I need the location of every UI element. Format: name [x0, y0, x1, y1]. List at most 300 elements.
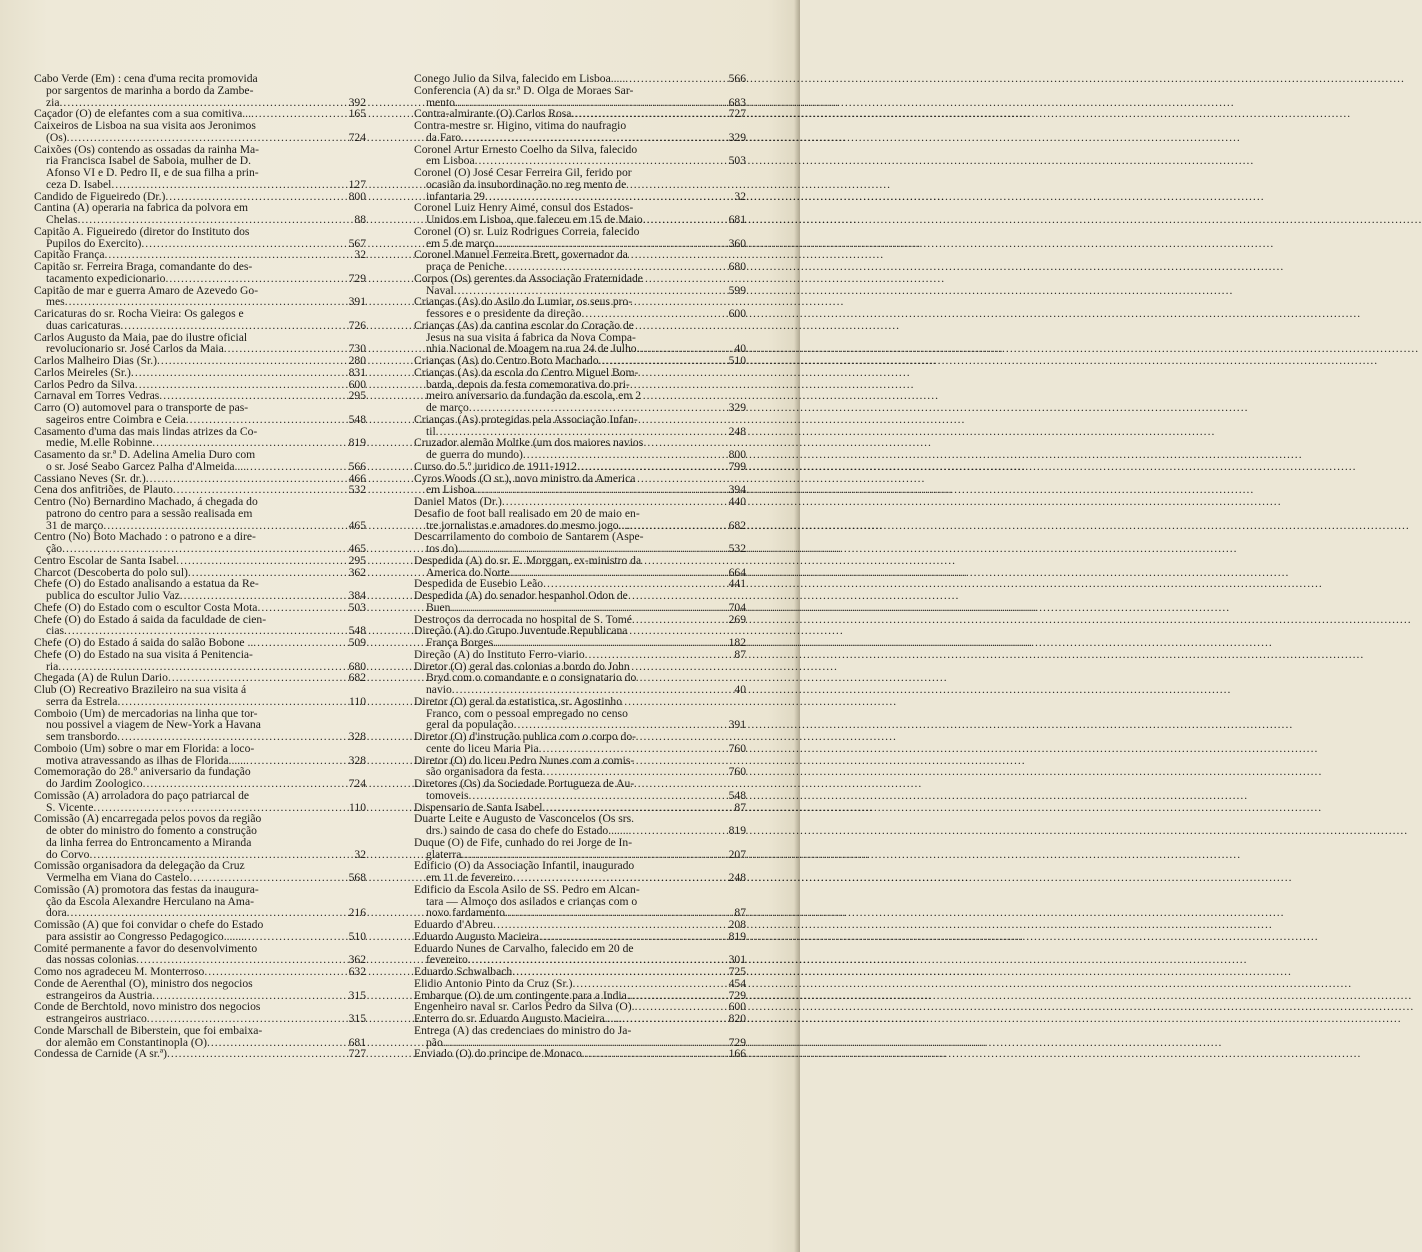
entry-text: ção: [46, 542, 63, 555]
entry-text: Direção (A) do Grupo Juventude Republicana: [414, 624, 628, 638]
page-number: 32: [354, 248, 366, 262]
entry-text: Contra-almirante (O) Carlos Rosa: [414, 107, 572, 121]
dot-leader: [189, 872, 341, 884]
page-number: 295: [348, 389, 366, 403]
entry-text: drs.) saindo de casa do chefe do Estado.......: [426, 824, 629, 837]
entry-line: [34, 508, 366, 520]
page-number: 568: [348, 871, 366, 884]
entry-text: Enviado (O) do principe de Monaco: [414, 1047, 582, 1061]
page-number: 503: [348, 600, 366, 614]
entry-line: [34, 931, 366, 943]
entry-text: tacamento expedicionario: [46, 271, 166, 285]
index-entry: [34, 684, 366, 708]
dot-leader: [622, 1013, 721, 1025]
page-number: 216: [348, 906, 366, 920]
entry-line: [34, 496, 366, 508]
index-entry: [414, 120, 746, 144]
entry-text: sageiros entre Coimbra e Ceia: [46, 412, 186, 426]
entry-line: [414, 966, 746, 978]
entry-text: Comissão (A) que foi convidar o chefe do Estado: [34, 918, 264, 931]
page-number: 532: [728, 542, 746, 555]
index-entry: [34, 602, 366, 614]
entry-line: [414, 355, 746, 367]
entry-text: Capitão França: [34, 248, 105, 262]
entry-text: publica do escultor Julio Vaz: [46, 589, 180, 602]
entry-line: [414, 367, 746, 379]
entry-text: Direção (A) do Instituto Ferro-viario: [414, 647, 585, 661]
index-entry: [414, 943, 746, 967]
entry-line: [414, 590, 746, 602]
page-number: 295: [348, 553, 366, 567]
entry-text: Conferencia (A) da sr.ª D. Olga de Moraes Sar-: [414, 83, 634, 97]
page-number: 110: [349, 800, 366, 814]
entry-line: [414, 684, 746, 696]
dot-leader: [523, 449, 721, 461]
dot-leader: [165, 273, 341, 285]
dot-leader: [452, 684, 721, 696]
entry-line: [414, 214, 746, 226]
entry-line: [414, 167, 746, 179]
entry-line: [34, 414, 366, 426]
entry-text: 31 de março: [46, 518, 104, 532]
page-number: 724: [348, 777, 366, 790]
entry-text: Eduardo Nunes de Carvalho, falecido em 20 de: [414, 941, 634, 955]
entry-text: Comissão (A) arroladora do paço patriarcal de: [34, 788, 250, 802]
dot-leader: [632, 614, 721, 626]
index-entry: [34, 637, 366, 649]
page-number: 799: [728, 459, 746, 473]
entry-line: [34, 919, 366, 931]
entry-line: [34, 449, 366, 461]
index-entry: [414, 966, 746, 978]
entry-text: Naval: [426, 283, 454, 297]
entry-text: Daniel Matos (Dr.): [414, 495, 502, 508]
page-number: 40: [734, 683, 746, 696]
entry-line: [34, 778, 366, 790]
entry-text: Centro (No) Boto Machado : o patrono e a dire-: [34, 530, 256, 544]
entry-text: Diretor (O) geral da estatistica, sr. Agostinho: [414, 694, 622, 708]
index-entry: [34, 261, 366, 285]
entry-line: [414, 931, 746, 943]
index-entry: [414, 167, 746, 202]
index-entry: [414, 919, 746, 931]
index-entry: [414, 1025, 746, 1049]
entry-text: Buen: [426, 600, 451, 614]
index-entry: [414, 296, 746, 320]
index-entry: [414, 473, 746, 497]
index-entry: [414, 508, 746, 532]
entry-text: Descarrilamento do comboio de Santarem (Aspe-: [414, 530, 644, 544]
entry-text: Afonso VI e D. Pedro II, e de sua filha a prin-: [46, 166, 259, 179]
entry-line: [34, 602, 366, 614]
entry-line: [414, 1048, 746, 1060]
page-number: 441: [728, 577, 746, 591]
entry-text: Contra-mestre sr. Higino, vitima do naufragio: [414, 119, 627, 132]
entry-line: [34, 590, 366, 602]
index-entry: [34, 708, 366, 743]
entry-text: do Jardim Zoologico: [46, 777, 143, 790]
index-entry: [34, 790, 366, 814]
entry-line: [414, 602, 746, 614]
index-entry: [414, 437, 746, 461]
index-entry: [34, 355, 366, 367]
index-entry: [34, 1048, 366, 1060]
dot-leader: [625, 73, 721, 85]
entry-line: [414, 696, 746, 708]
entry-text: Entrega (A) das credenciaes do ministro do Ja-: [414, 1023, 632, 1037]
page-number: 329: [728, 401, 746, 414]
entry-text: Cyros Woods (O sr.), novo ministro da America: [414, 471, 636, 485]
entry-text: Chefe (O) do Estado na sua visita á Penitencia-: [34, 647, 253, 661]
entry-line: [414, 120, 746, 132]
entry-text: Comissão (A) promotora das festas da inaugura-: [34, 882, 259, 896]
entry-text: ria: [46, 659, 59, 673]
entry-text: Carlos Meireles (Sr.): [34, 365, 131, 379]
dot-leader: [143, 778, 341, 790]
entry-text: Pupilos do Exercito): [46, 236, 142, 250]
entry-line: [34, 696, 366, 708]
entry-text: Comboio (Um) sobre o mar em Florida: a loco-: [34, 741, 255, 755]
page-number: 600: [728, 1000, 746, 1014]
page-number: 248: [728, 424, 746, 438]
entry-text: Diretor (O) d'instrução publica com o corpo do-: [414, 730, 636, 743]
entry-text: Conde de Aerenthal (O), ministro dos negocios: [34, 976, 253, 990]
index-entry: [414, 202, 746, 226]
entry-text: Diretores (Os) da Sociedade Portugueza de Au-: [414, 777, 635, 790]
entry-line: [34, 273, 366, 285]
index-entry: [414, 85, 746, 109]
entry-text: barda, depois da festa comemorativa do pri-: [426, 377, 630, 391]
entry-line: [34, 73, 366, 85]
entry-line: [414, 73, 746, 85]
index-entry: [414, 555, 746, 579]
index-entry: [414, 73, 746, 85]
entry-text: Club (O) Recreativo Brazileiro na sua visita á: [34, 683, 247, 696]
entry-text: dora: [46, 906, 67, 920]
entry-text: são organisadora da festa: [426, 765, 543, 779]
entry-text: patrono do centro para a sessão realisada em: [46, 506, 253, 520]
entry-text: Eduardo d'Abreu: [414, 918, 494, 931]
dot-leader: [131, 367, 341, 379]
index-entry: [414, 590, 746, 614]
page-number: 729: [728, 1035, 746, 1049]
entry-line: [34, 167, 366, 179]
index-entry: [34, 120, 366, 144]
page-number: 503: [728, 154, 746, 168]
dot-leader: [493, 637, 721, 649]
entry-text: da Faro: [426, 130, 462, 144]
entry-line: [34, 684, 366, 696]
page-number: 280: [348, 354, 366, 367]
index-entry: [414, 813, 746, 837]
entry-line: [34, 120, 366, 132]
entry-text: motiva atravessando as ilhas de Florida......: [46, 753, 246, 767]
index-entry: [34, 226, 366, 250]
entry-line: [414, 543, 746, 555]
entry-line: [414, 132, 746, 144]
entry-text: Chefe (O) do Estado com o escultor Costa Mota: [34, 600, 258, 614]
entry-line: [34, 1013, 366, 1025]
page-number: 548: [348, 624, 366, 638]
dot-leader: [120, 320, 341, 332]
index-entry: [414, 778, 746, 802]
index-entry: [414, 978, 746, 990]
entry-line: [34, 132, 366, 144]
entry-text: Edificio (O) da Associação Infantil, inaugurado: [414, 859, 635, 873]
index-entry: [414, 367, 746, 414]
page-number: 800: [348, 189, 366, 203]
entry-text: fevereiro: [426, 953, 468, 967]
entry-text: Diretor (O) do liceu Pedro Nunes com a comis-: [414, 753, 635, 767]
page-number: 683: [728, 95, 746, 109]
entry-text: Candido de Figueiredo (Dr.): [34, 189, 166, 203]
entry-text: em 5 de março: [426, 236, 495, 250]
index-entry: [34, 943, 366, 967]
page-number: 819: [348, 436, 366, 450]
page-number: 182: [728, 636, 746, 649]
entry-text: Crianças (As) da escola do Centro Miguel Bom-: [414, 365, 639, 379]
index-entry: [34, 578, 366, 602]
entry-text: serra da Estrela: [46, 694, 118, 708]
dot-leader: [67, 132, 341, 144]
page-number: 724: [348, 130, 366, 144]
index-entry: [34, 649, 366, 673]
entry-text: zia: [46, 95, 60, 109]
dot-leader: [204, 966, 341, 978]
page-number: 510: [348, 929, 366, 943]
page-number: 760: [728, 765, 746, 779]
entry-text: medie, M.elle Robinne: [46, 436, 153, 450]
dot-leader: [251, 108, 341, 120]
entry-text: America do Norte: [426, 565, 510, 579]
index-entry: [414, 625, 746, 649]
dot-leader: [469, 402, 721, 414]
entry-text: tara — Almoço dos asilados e crianças com o: [426, 894, 638, 908]
page-number: 87: [734, 647, 746, 661]
index-entry: [414, 273, 746, 297]
index-entry: [34, 426, 366, 450]
index-entry: [34, 449, 366, 473]
entry-text: Corpos (Os) gerentes da Associação Fraternidade: [414, 271, 643, 285]
page-number: 800: [728, 448, 746, 461]
entry-line: [34, 308, 366, 320]
entry-text: Conego Julio da Silva, falecido em Lisboa.....: [414, 72, 626, 85]
entry-text: nhia Nacional de Moagem na rua 24 de Julho.: [426, 342, 640, 356]
entry-text: S. Vicente: [46, 800, 94, 814]
entry-line: [414, 743, 746, 755]
entry-line: [414, 273, 746, 285]
left-index-column: [34, 73, 366, 1060]
entry-line: [34, 85, 366, 97]
entry-text: Comemoração do 28.º aniversario da fundação: [34, 765, 251, 779]
dot-leader: [450, 602, 721, 614]
page-number: 454: [728, 976, 746, 990]
page-number: 466: [348, 471, 366, 485]
entry-line: [414, 414, 746, 426]
entry-text: Centro Escolar de Santa Isabel: [34, 553, 177, 567]
entry-text: Caçador (O) de elefantes com a sua comitiva...: [34, 107, 251, 121]
index-entry: [414, 696, 746, 731]
entry-line: [414, 320, 746, 332]
entry-line: [414, 226, 746, 238]
page-number: 360: [728, 236, 746, 250]
entry-text: ocasião da insubordinação no reg mento de: [426, 177, 627, 191]
entry-text: Coronel (O) José Cesar Ferreira Gil, ferido por: [414, 166, 632, 179]
dot-leader: [62, 543, 341, 555]
entry-text: Conde de Berchtold, novo ministro dos negocios: [34, 1000, 261, 1014]
entry-text: pão: [426, 1035, 443, 1049]
index-entry: [34, 332, 366, 356]
entry-line: [414, 790, 746, 802]
page-number: 391: [728, 718, 746, 732]
entry-text: estrangeiros da Austria: [46, 988, 153, 1002]
index-entry: [34, 884, 366, 919]
dot-leader: [572, 978, 721, 990]
dot-leader: [244, 931, 341, 943]
entry-line: [34, 320, 366, 332]
entry-text: cente do liceu Maria Pia: [426, 741, 539, 755]
entry-text: em 11 de fevereiro: [426, 871, 513, 884]
page-number: 87: [734, 800, 746, 814]
entry-line: [414, 919, 746, 931]
page-number: 394: [728, 483, 746, 497]
dot-leader: [180, 590, 341, 602]
page-number: 680: [728, 260, 746, 273]
entry-line: [34, 884, 366, 896]
index-entry: [34, 813, 366, 860]
entry-text: Chefe (O) do Estado analisando a estatua da Re-: [34, 577, 259, 591]
entry-text: Chefe (O) do Estado á saida do salão Bobone ..: [34, 636, 254, 649]
page-number: 32: [354, 847, 366, 861]
entry-text: Coronel Artur Ernesto Coelho da Silva, falecido: [414, 142, 638, 156]
entry-text: Capitão sr. Ferreira Braga, comandante do des-: [34, 260, 253, 273]
index-entry: [414, 661, 746, 696]
page-number: 440: [728, 495, 746, 508]
entry-text: Cassiano Neves (Sr. dr.): [34, 471, 146, 485]
entry-line: [414, 1025, 746, 1037]
entry-text: Duarte Leite e Augusto de Vasconcelos (Os srs.: [414, 812, 635, 826]
index-entry: [34, 402, 366, 426]
index-entry: [414, 860, 746, 884]
entry-text: Caricaturas do sr. Rocha Vieira: Os galegos e: [34, 307, 244, 320]
page-number: 391: [348, 295, 366, 309]
index-entry: [414, 1048, 746, 1060]
entry-text: meiro aniversario da fundação da escola, em 2: [426, 389, 642, 403]
page-number: 600: [728, 307, 746, 320]
page-number: 32: [734, 189, 746, 203]
entry-text: Chegada (A) de Rulun Dario: [34, 671, 168, 685]
page-number: 680: [348, 659, 366, 673]
dot-leader: [253, 637, 341, 649]
entry-line: [34, 402, 366, 414]
entry-text: Crianças (As) do Asilo do Lumiar, os seus pro-: [414, 295, 633, 309]
entry-line: [414, 555, 746, 567]
page-number: 208: [728, 918, 746, 931]
page-number: 328: [348, 730, 366, 743]
entry-text: ceza D. Isabel: [46, 177, 112, 191]
index-entry: [34, 73, 366, 108]
dot-leader: [78, 214, 341, 226]
dot-leader: [458, 543, 721, 555]
index-entry: [414, 414, 746, 438]
entry-text: em Lisboa: [426, 483, 475, 497]
entry-text: Curso do 5.º juridico de 1911-1912: [414, 459, 577, 473]
entry-line: [34, 978, 366, 990]
entry-text: Cruzador alemão Moltke (um dos maiores navios: [414, 436, 644, 450]
dot-leader: [539, 743, 721, 755]
entry-text: Jesus na sua visita á fabrica da Nova Compa-: [426, 330, 636, 344]
page-number: 726: [348, 318, 366, 332]
entry-line: [414, 778, 746, 790]
page-number: 127: [348, 177, 366, 191]
entry-text: Unidos em Lisboa, que faleceu em 15 de Maio: [426, 213, 643, 226]
entry-line: [414, 496, 746, 508]
entry-line: [34, 1048, 366, 1060]
entry-text: Destroços da derrocada no hospital de S. Tomé: [414, 612, 632, 626]
index-entry: [414, 884, 746, 919]
entry-text: Caixeiros de Lisboa na sua visita aos Jeronimos: [34, 119, 256, 132]
page-number: 729: [728, 988, 746, 1002]
page-number: 729: [348, 271, 366, 285]
entry-text: mes: [46, 295, 65, 309]
dot-leader: [512, 966, 721, 978]
page-number: 727: [348, 1047, 366, 1061]
dot-leader: [582, 1048, 721, 1060]
entry-text: o sr. José Seabo Garcez Palha d'Almeida....: [46, 459, 247, 473]
entry-text: Comité permanente a favor do desenvolvimento: [34, 941, 258, 955]
page-number: 600: [348, 377, 366, 391]
entry-text: glaterra: [426, 847, 462, 861]
entry-line: [34, 261, 366, 273]
entry-line: [34, 649, 366, 661]
entry-text: Franco, com o pessoal empregado no censo: [426, 706, 628, 720]
index-entry: [34, 531, 366, 555]
index-entry: [34, 743, 366, 767]
entry-text: Cena dos anfitriões, de Plauto: [34, 483, 173, 497]
entry-text: Embarque (O) de um contingente para a India..: [414, 988, 633, 1002]
entry-text: estrangeiros austriaco: [46, 1012, 147, 1025]
page-number: 567: [348, 236, 366, 250]
dot-leader: [629, 825, 721, 837]
entry-text: Coronel (O) sr. Luiz Rodrigues Correia, falecido: [414, 224, 640, 238]
dot-leader: [577, 461, 721, 473]
index-entry: [414, 755, 746, 779]
entry-line: [34, 825, 366, 837]
index-entry: [34, 919, 366, 943]
entry-text: ção da Escola Alexandre Herculano na Ama-: [46, 894, 254, 908]
index-entry: [34, 966, 366, 978]
entry-text: navio: [426, 683, 452, 696]
dot-leader: [469, 790, 721, 802]
index-entry: [414, 249, 746, 273]
page-number: 819: [728, 929, 746, 943]
entry-text: til: [426, 424, 436, 438]
entry-text: Despedida (A) do sr. E. Morggan, ex-ministro da: [414, 553, 642, 567]
entry-text: Coronel Luiz Henry Aimé, consul dos Estados-: [414, 201, 634, 215]
entry-line: [34, 966, 366, 978]
page-number: 819: [728, 824, 746, 837]
page-number: 166: [728, 1047, 746, 1061]
dot-leader: [585, 649, 721, 661]
entry-text: de obter do ministro do fomento a construção: [46, 824, 257, 837]
entry-line: [34, 1025, 366, 1037]
entry-text: Capitão A. Figueiredo (diretor do Instituto dos: [34, 224, 250, 238]
entry-line: [414, 884, 746, 896]
entry-text: fessores e o presidente da direção: [426, 307, 582, 320]
entry-text: por sargentos de marinha a bordo da Zambe-: [46, 83, 254, 97]
entry-text: ria Francisca Isabel de Saboia, mulher de D.: [46, 154, 252, 168]
entry-line: [34, 367, 366, 379]
